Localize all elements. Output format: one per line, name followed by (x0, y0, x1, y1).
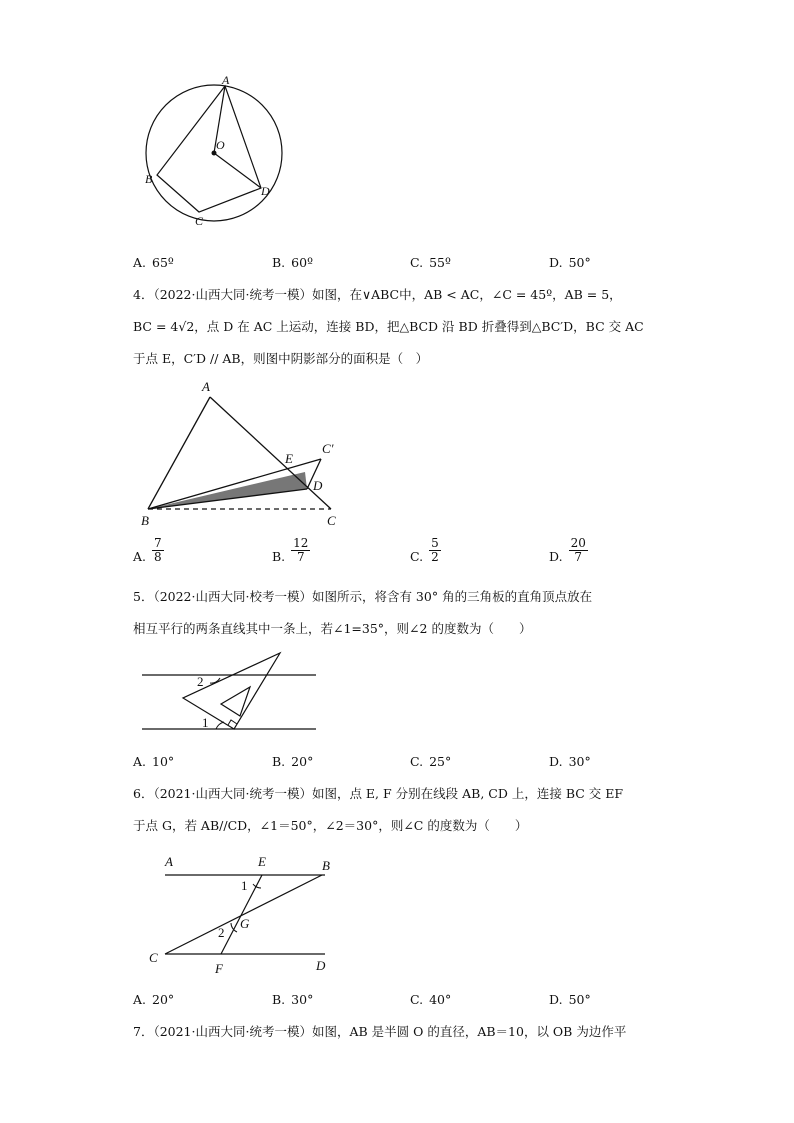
q3-option-b[interactable]: B. 60º (272, 255, 313, 270)
q6-option-c[interactable]: C. 40° (410, 992, 452, 1007)
label-A: A (222, 75, 230, 87)
label-O: O (216, 138, 225, 152)
label-B: B (322, 858, 330, 873)
q3-circle-figure (140, 75, 290, 235)
label-F: F (215, 961, 223, 976)
q6-parallel-lines-figure (145, 848, 345, 980)
label-C-prime: C′ (322, 441, 334, 456)
q4-line-2: BC = 4√2，点 D 在 AC 上运动，连接 BD，把△BCD 沿 BD 折叠得到△BC′D，BC 交 AC (133, 319, 644, 334)
label-E: E (285, 451, 293, 466)
q4-option-d[interactable]: D. $\frac{20}{7}$ (549, 536, 586, 564)
angle-2-label: 2 (197, 674, 204, 689)
label-A: A (165, 854, 173, 869)
q4-option-c[interactable]: C. $\frac{5}{2}$ (410, 536, 439, 564)
q4-triangle-figure (135, 375, 355, 530)
q5-options (133, 754, 733, 774)
q4-text (133, 279, 693, 375)
label-B: B (141, 513, 149, 528)
q7-text (133, 1016, 693, 1048)
q5-set-square-figure (140, 650, 320, 735)
q5-line-2: 相互平行的两条直线其中一条上，若∠1=35°，则∠2 的度数为（ ） (133, 621, 532, 636)
q5-option-a[interactable]: A. 10° (133, 754, 175, 769)
label-C: C (195, 214, 204, 228)
q3-options (133, 255, 733, 275)
label-B: B (145, 172, 153, 186)
q6-option-b[interactable]: B. 30° (272, 992, 314, 1007)
q3-option-c[interactable]: C. 55º (410, 255, 451, 270)
q6-line-1: 6．（2021·山西大同·统考一模）如图，点 E, F 分别在线段 AB, CD 上，连接 BC 交 EF (133, 786, 624, 801)
q5-option-d[interactable]: D. 30° (549, 754, 591, 769)
angle-1-label: 1 (202, 715, 209, 730)
angle-2-label: 2 (218, 925, 225, 940)
q4-option-b[interactable]: B. $\frac{12}{7}$ (272, 536, 309, 564)
q4-options (133, 536, 733, 577)
q5-option-b[interactable]: B. 20° (272, 754, 314, 769)
angle-1-label: 1 (241, 878, 248, 893)
q5-text (133, 581, 693, 645)
label-C: C (327, 513, 336, 528)
q5-line-1: 5．（2022·山西大同·校考一模）如图所示，将含有 30° 角的三角板的直角顶点放在 (133, 589, 593, 604)
q6-line-2: 于点 G，若 AB//CD，∠1＝50°，∠2＝30°，则∠C 的度数为（ ） (133, 818, 528, 833)
label-D: D (313, 478, 323, 493)
q4-line-1: 4．（2022·山西大同·统考一模）如图，在∨ABC中，AB < AC，∠C = 45º，AB = 5， (133, 287, 622, 302)
q3-option-d[interactable]: D. 50° (549, 255, 591, 270)
label-G: G (240, 916, 250, 931)
label-A: A (202, 379, 210, 394)
label-D: D (261, 184, 270, 198)
q4-option-a[interactable]: A. $\frac{7}{8}$ (133, 536, 162, 564)
label-C: C (149, 950, 158, 965)
q6-options (133, 992, 733, 1012)
label-E: E (258, 854, 266, 869)
q5-option-c[interactable]: C. 25° (410, 754, 452, 769)
q4-line-3: 于点 E，C′D // AB，则图中阴影部分的面积是（ ） (133, 351, 429, 366)
label-D: D (316, 958, 326, 973)
q6-option-a[interactable]: A. 20° (133, 992, 175, 1007)
q7-line-1: 7．（2021·山西大同·统考一模）如图，AB 是半圆 O 的直径，AB＝10，以 OB 为边作平 (133, 1024, 627, 1039)
q3-option-a[interactable]: A. 65º (133, 255, 174, 270)
q6-text (133, 778, 693, 842)
q6-option-d[interactable]: D. 50° (549, 992, 591, 1007)
